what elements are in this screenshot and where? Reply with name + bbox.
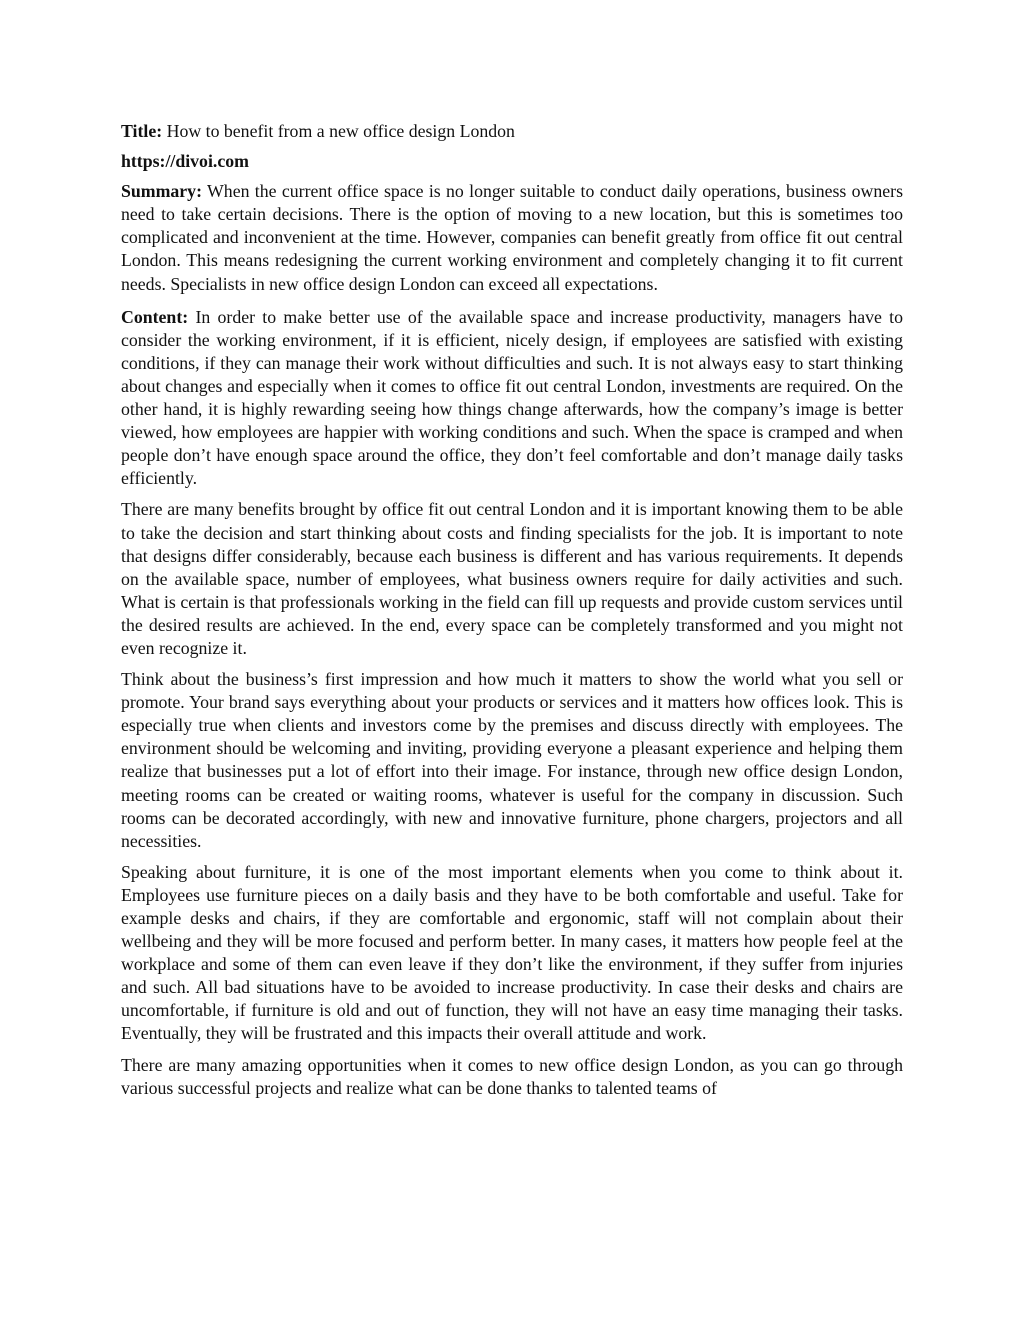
content-paragraph-2: There are many benefits brought by office fit out central London and it is important knowing them to be able to take the decision and start thinking about costs and finding specialists for the job. It is important to note that designs differ considerably, because each business is different and has various requirements. It depends on the available space, number of employees, what business owners require for daily activities and such. What is certain is that professionals working in the field can fill up requests and provide custom services until the desired results are achieved. In the end, every space can be completely transformed and you might not even recognize it. [121,499,903,658]
content-paragraph-4: Speaking about furniture, it is one of the most important elements when you come to think about it. Employees use furniture pieces on a daily basis and they have to be both comfortable and useful. Take for example desks and chairs, if they are comfortable and ergonomic, staff will not complain about their wellbeing and they will be more focused and perform better. In many cases, it matters how people feel at the workplace and some of them can even leave if they don’t like the environment, if they suffer from injuries and such. All bad situations have to be avoided to increase productivity. In case their desks and chairs are uncomfortable, if furniture is old and out of function, they will not have an easy time managing their tasks. Eventually, they will be frustrated and this impacts their overall attitude and work. [121,861,903,1044]
content-text-1: In order to make better use of the available space and increase productivity, managers have to consider the working environment, if it is efficient, nicely design, if employees are satisfied with existing conditions, if they can manage their work without difficulties and such. It is not always easy to start thinking about changes and especially when it comes to office fit out central London, investments are required. On the other hand, it is highly rewarding seeing how things change afterwards, how the company’s image is better viewed, how employees are happier with working conditions and such. When the space is cramped and when people don’t have enough space around the office, they don’t feel comfortable and don’t manage daily tasks efficiently. [121,306,903,489]
source-url: https://divoi.com [121,151,249,172]
content-paragraph-5: There are many amazing opportunities when it comes to new office design London, as you can go through various successful projects and realize what can be done thanks to talented teams of [121,1054,903,1098]
content-label: Content: [121,306,189,327]
document-page [121,120,903,1108]
summary-label: Summary: [121,181,202,202]
title-text: How to benefit from a new office design London [166,121,515,141]
title-line [121,120,903,143]
summary-text: When the current office space is no longer suitable to conduct daily operations, business owners need to take certain decisions. There is the option of moving to a new location, but this is sometimes too complicated and inconvenient at the time. However, companies can benefit greatly from office fit out central London. This means redesigning the current working environment and completely changing it to fit current needs. Specialists in new office design London can exceed all expectations. [121,181,904,294]
title-label: Title: [121,121,163,141]
summary-paragraph [121,180,903,295]
content-paragraph-1 [121,306,903,491]
content-paragraph-3: Think about the business’s first impression and how much it matters to show the world what you sell or promote. Your brand says everything about your products or services and it matters how offices look. This is especially true when clients and investors come by the premises and discuss directly with employees. The environment should be welcoming and inviting, providing everyone a pleasant experience and helping them realize that businesses put a lot of effort into their image. For instance, through new office design London, meeting rooms can be created or waiting rooms, whatever is useful for the company in discussion. Such rooms can be decorated accordingly, with new and innovative furniture, phone chargers, projectors and all necessities. [121,669,903,851]
